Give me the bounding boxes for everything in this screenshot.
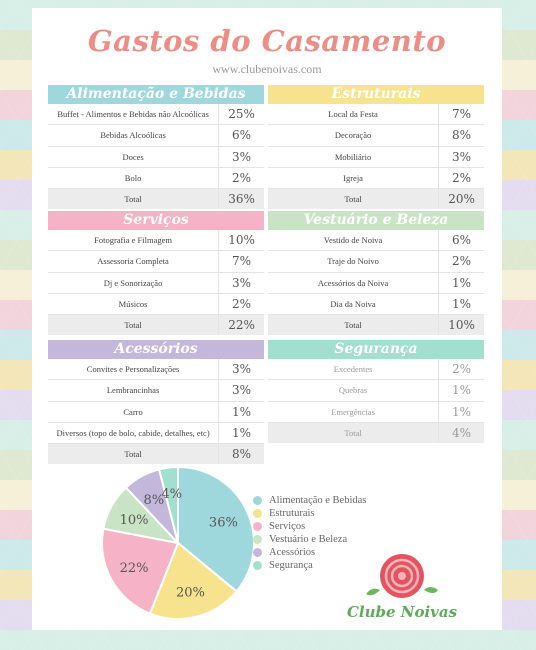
expense-value: 25% xyxy=(219,104,264,125)
expense-row xyxy=(48,251,264,272)
expense-row xyxy=(48,104,264,125)
expense-row xyxy=(268,125,484,146)
expense-value: 2% xyxy=(219,167,264,188)
legend-label: Vestuário e Beleza xyxy=(269,534,348,545)
expense-value: 10% xyxy=(219,230,264,251)
expense-value: 6% xyxy=(439,230,484,251)
expense-value: 1% xyxy=(439,401,484,422)
expense-row xyxy=(48,167,264,188)
expense-table xyxy=(48,359,264,464)
total-value: 10% xyxy=(439,315,484,336)
section-header: Segurança xyxy=(268,340,484,359)
legend-swatch xyxy=(253,548,262,557)
expense-label: Excedentes xyxy=(268,359,439,380)
pie-slice-label: 36% xyxy=(208,515,238,531)
expense-row xyxy=(268,272,484,293)
total-value: 8% xyxy=(219,444,264,465)
total-label: Total xyxy=(268,422,439,443)
section-header: Serviços xyxy=(48,211,264,230)
expense-label: Fotografia e Filmagem xyxy=(48,230,219,251)
expense-value: 1% xyxy=(439,272,484,293)
expense-table xyxy=(268,359,484,443)
legend-label: Estruturais xyxy=(269,508,315,519)
expense-row xyxy=(48,422,264,443)
section-acessorios xyxy=(48,340,264,464)
pie-slice-label: 8% xyxy=(143,493,165,509)
expense-value: 3% xyxy=(439,146,484,167)
expense-label: Buffet - Alimentos e Bebidas não Alcoólicas xyxy=(48,104,219,125)
expense-row xyxy=(268,359,484,380)
expense-value: 8% xyxy=(439,125,484,146)
expense-pie-chart xyxy=(66,457,266,627)
expense-label: Traje do Noivo xyxy=(268,251,439,272)
section-servicos xyxy=(48,211,264,335)
pie-slice-label: 10% xyxy=(119,512,149,528)
expense-label: Convites e Personalizações xyxy=(48,359,219,380)
expense-value: 1% xyxy=(219,401,264,422)
expense-row xyxy=(268,380,484,401)
legend-swatch xyxy=(253,535,262,544)
expense-value: 3% xyxy=(219,380,264,401)
expense-row xyxy=(48,380,264,401)
expense-value: 2% xyxy=(439,251,484,272)
total-value: 36% xyxy=(219,189,264,210)
legend-swatch xyxy=(253,522,262,531)
expense-table xyxy=(48,230,264,335)
expense-value: 1% xyxy=(219,422,264,443)
expense-row xyxy=(48,146,264,167)
expense-label: Vestido de Noiva xyxy=(268,230,439,251)
expense-value: 7% xyxy=(439,104,484,125)
expense-table xyxy=(268,230,484,335)
page-title: Gastos do Casamento xyxy=(87,24,447,58)
expense-value: 1% xyxy=(439,293,484,314)
total-label: Total xyxy=(268,189,439,210)
expense-label: Igreja xyxy=(268,167,439,188)
expense-value: 3% xyxy=(219,359,264,380)
expense-value: 2% xyxy=(219,293,264,314)
section-estruturais xyxy=(268,85,484,209)
expense-value: 2% xyxy=(439,167,484,188)
section-vestuario-e-beleza xyxy=(268,211,484,335)
expense-label: Emergências xyxy=(268,401,439,422)
legend-swatch xyxy=(253,509,262,518)
expense-label: Dia da Noiva xyxy=(268,293,439,314)
total-value: 22% xyxy=(219,315,264,336)
total-row xyxy=(268,315,484,336)
legend-item xyxy=(253,520,366,533)
expense-row xyxy=(48,272,264,293)
expense-row xyxy=(268,167,484,188)
legend-label: Acessórios xyxy=(269,547,316,558)
legend-swatch xyxy=(253,561,262,570)
expense-row xyxy=(268,146,484,167)
website-url: www.clubenoivas.com xyxy=(212,62,322,76)
total-label: Total xyxy=(48,444,219,465)
expense-value: 3% xyxy=(219,272,264,293)
expense-row xyxy=(48,230,264,251)
expense-row xyxy=(268,230,484,251)
section-header: Acessórios xyxy=(48,340,264,359)
pie-slice-label: 4% xyxy=(161,487,183,503)
expense-row xyxy=(268,104,484,125)
legend-item xyxy=(253,494,366,507)
expense-label: Quebras xyxy=(268,380,439,401)
legend-swatch xyxy=(253,496,262,505)
expense-value: 7% xyxy=(219,251,264,272)
pie-slice-label: 20% xyxy=(176,585,205,601)
expense-label: Bolo xyxy=(48,167,219,188)
pie-slice-label: 22% xyxy=(119,561,149,577)
expense-row xyxy=(268,251,484,272)
brand-name: Clube Noivas xyxy=(346,603,458,621)
expense-label: Músicos xyxy=(48,293,219,314)
section-header: Estruturais xyxy=(268,85,484,104)
expense-label: Acessórios da Noiva xyxy=(268,272,439,293)
expense-value: 1% xyxy=(439,380,484,401)
legend-label: Serviços xyxy=(269,521,306,532)
total-value: 4% xyxy=(439,422,484,443)
expense-table xyxy=(268,104,484,209)
expense-label: Dj e Sonorização xyxy=(48,272,219,293)
expense-row xyxy=(268,401,484,422)
expense-label: Bebidas Alcoólicas xyxy=(48,125,219,146)
total-label: Total xyxy=(268,315,439,336)
expense-label: Assessoria Completa xyxy=(48,251,219,272)
expense-label: Doces xyxy=(48,146,219,167)
expense-table xyxy=(48,104,264,209)
expense-label: Carro xyxy=(48,401,219,422)
total-row xyxy=(48,189,264,210)
expense-label: Decoração xyxy=(268,125,439,146)
expense-row xyxy=(268,293,484,314)
expense-row xyxy=(48,359,264,380)
expense-row xyxy=(48,401,264,422)
expense-row xyxy=(48,293,264,314)
total-row xyxy=(268,422,484,443)
expense-value: 3% xyxy=(219,146,264,167)
total-row xyxy=(48,315,264,336)
section-seguranca xyxy=(268,340,484,443)
expense-value: 2% xyxy=(439,359,484,380)
legend-label: Segurança xyxy=(269,560,313,571)
legend-item xyxy=(253,533,366,546)
expense-label: Local da Festa xyxy=(268,104,439,125)
section-header: Alimentação e Bebidas xyxy=(48,85,264,104)
expense-label: Mobiliário xyxy=(268,146,439,167)
expense-label: Lembrancinhas xyxy=(48,380,219,401)
total-label: Total xyxy=(48,189,219,210)
legend-item xyxy=(253,507,366,520)
total-row xyxy=(268,189,484,210)
expense-label: Diversos (topo de bolo, cabide, detalhes, etc) xyxy=(48,422,219,443)
section-alimentacao-e-bebidas xyxy=(48,85,264,209)
expense-value: 6% xyxy=(219,125,264,146)
legend-label: Alimentação e Bebidas xyxy=(269,495,367,506)
total-value: 20% xyxy=(439,189,484,210)
section-header: Vestuário e Beleza xyxy=(268,211,484,230)
total-label: Total xyxy=(48,315,219,336)
expense-row xyxy=(48,125,264,146)
